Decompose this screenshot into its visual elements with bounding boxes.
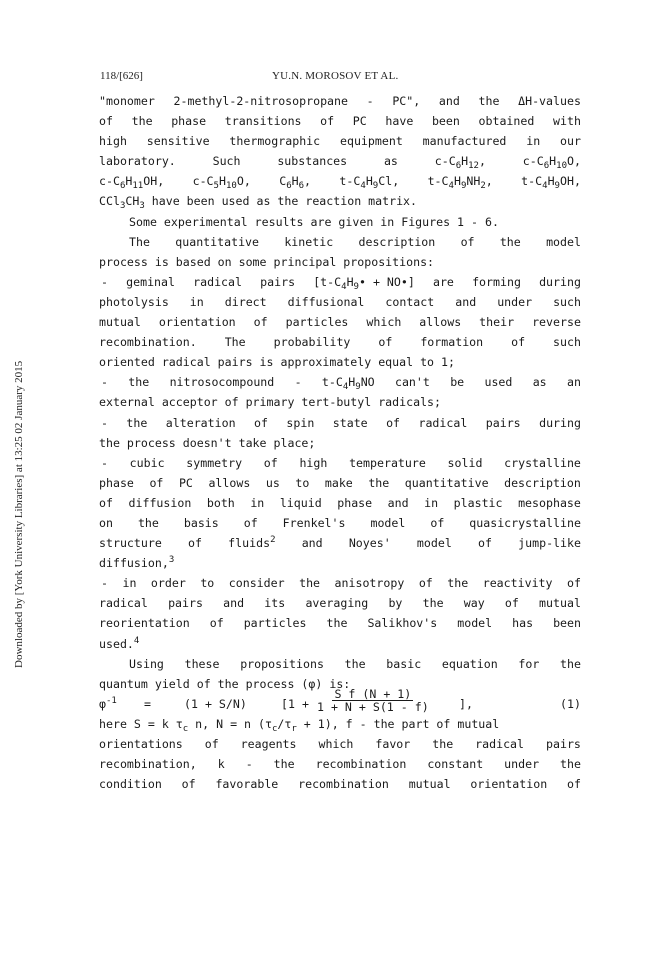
equation-1: $\varphi^{-1}$ = (1 + S/N) [1 + $\frac{\text{S f (N + 1)}}{1 + N + S(1 - f)}$ ], (1) (99, 686, 581, 714)
text-line-12: mutual orientation of particles which allows their reverse (99, 315, 581, 330)
text-line-27: reorientation of particles the Salikhov's model has been (99, 616, 581, 631)
text-line-35: condition of favorable recombination mutual orientation of (99, 777, 581, 792)
text-line-22: on the basis of Frenkel's model of quasicrystalline (99, 515, 581, 530)
text-line-2: of the phase transitions of PC have been obtained with (99, 114, 581, 129)
text-line-17: - the alteration of spin state of radical pairs during (101, 415, 581, 430)
text-line-9: process is based on some principal propositions: (99, 254, 435, 269)
text-line-24: diffusion,$^3$ (99, 555, 175, 571)
text-line-30: quantum yield of the process (φ) is: (99, 676, 351, 691)
reference-4: 4 (133, 635, 140, 646)
article-body (99, 91, 581, 794)
equation-fraction (317, 688, 429, 713)
text-line-15: - the nitrosocompound - $t-C_4H_9NO$ can't be used as an (101, 375, 581, 393)
text-line-7: Some experimental results are given in Figures 1 - 6. (129, 214, 499, 229)
text-line-21: of diffusion both in liquid phase and in plastic mesophase (99, 495, 581, 510)
text-line-6: $CCl_3CH_3$ have been used as the reaction matrix. (99, 194, 418, 212)
text-line-3: high sensitive thermographic equipment manufactured in our (99, 134, 581, 149)
text-line-34: recombination, k - the recombination constant under the (99, 757, 581, 772)
running-author: YU.N. MOROSOV ET AL. (272, 70, 399, 82)
download-watermark: Downloaded by [York University Libraries] at 13:25 02 January 2015 (13, 360, 25, 668)
text-line-8: The quantitative kinetic description of the model (129, 234, 581, 249)
formula-cyclohexane: $c-C_6H_{12}$, (434, 154, 486, 172)
text-line-11: photolysis in direct diffusional contact and under such (99, 294, 581, 309)
text-line-28: used.$^4$ (99, 635, 140, 651)
text-line-10: - geminal radical pairs [$t-C_4H_9•$ + NO•] are forming during (101, 274, 581, 292)
text-line-19: - cubic symmetry of high temperature solid crystalline (101, 455, 581, 470)
page-number: 118/[626] (100, 70, 143, 82)
text-line-5: $c-C_6H_{11}OH$, $c-C_5H_{10}O$, $C_6H_6$, $t-C_4H_9Cl$, $t-C_4H_9NH_2$, $t-C_4H_9OH$, (99, 174, 581, 192)
text-line-4: laboratory. Such substances as $c-C_6H_{12}$, $c-C_6H_{10}O$, (99, 151, 581, 171)
text-line-13: recombination. The probability of formation of such (99, 335, 581, 350)
text-line-16: external acceptor of primary tert-butyl radicals; (99, 395, 442, 410)
text-line-29: Using these propositions the basic equation for the (129, 656, 581, 671)
text-line-18: the process doesn't take place; (99, 435, 316, 450)
text-line-25: - in order to consider the anisotropy of the reactivity of (101, 576, 581, 591)
text-line-32: here S = k $\tau_c$ n, N = n $(\tau_c/\tau_r + 1)$, f - the part of mutual (99, 716, 500, 735)
page-header (100, 70, 570, 86)
equation-lhs: $\varphi^{-1}$ (99, 695, 117, 711)
text-line-1: "monomer 2-methyl-2-nitrosopropane - PC", and the ΔH-values (99, 94, 581, 108)
text-line-23: structure of fluids$^2$ and Noyes' model of jump-like (99, 535, 581, 551)
fraction-numerator: S f (N + 1) (334, 686, 412, 701)
text-line-20: phase of PC allows us to make the quantitative description (99, 475, 581, 490)
formula-cyclohexanone: $c-C_6H_{10}O$, (522, 154, 581, 172)
text-line-14: oriented radical pairs is approximately equal to 1; (99, 355, 455, 370)
equation-number: (1) (560, 696, 581, 711)
fraction-denominator: 1 + N + S(1 - f) (317, 699, 429, 714)
text-line-26: radical pairs and its averaging by the way of mutual (99, 596, 581, 611)
reference-3: 3 (168, 555, 175, 566)
text-line-33: orientations of reagents which favor the radical pairs (99, 737, 581, 751)
reference-2: 2 (270, 535, 276, 546)
